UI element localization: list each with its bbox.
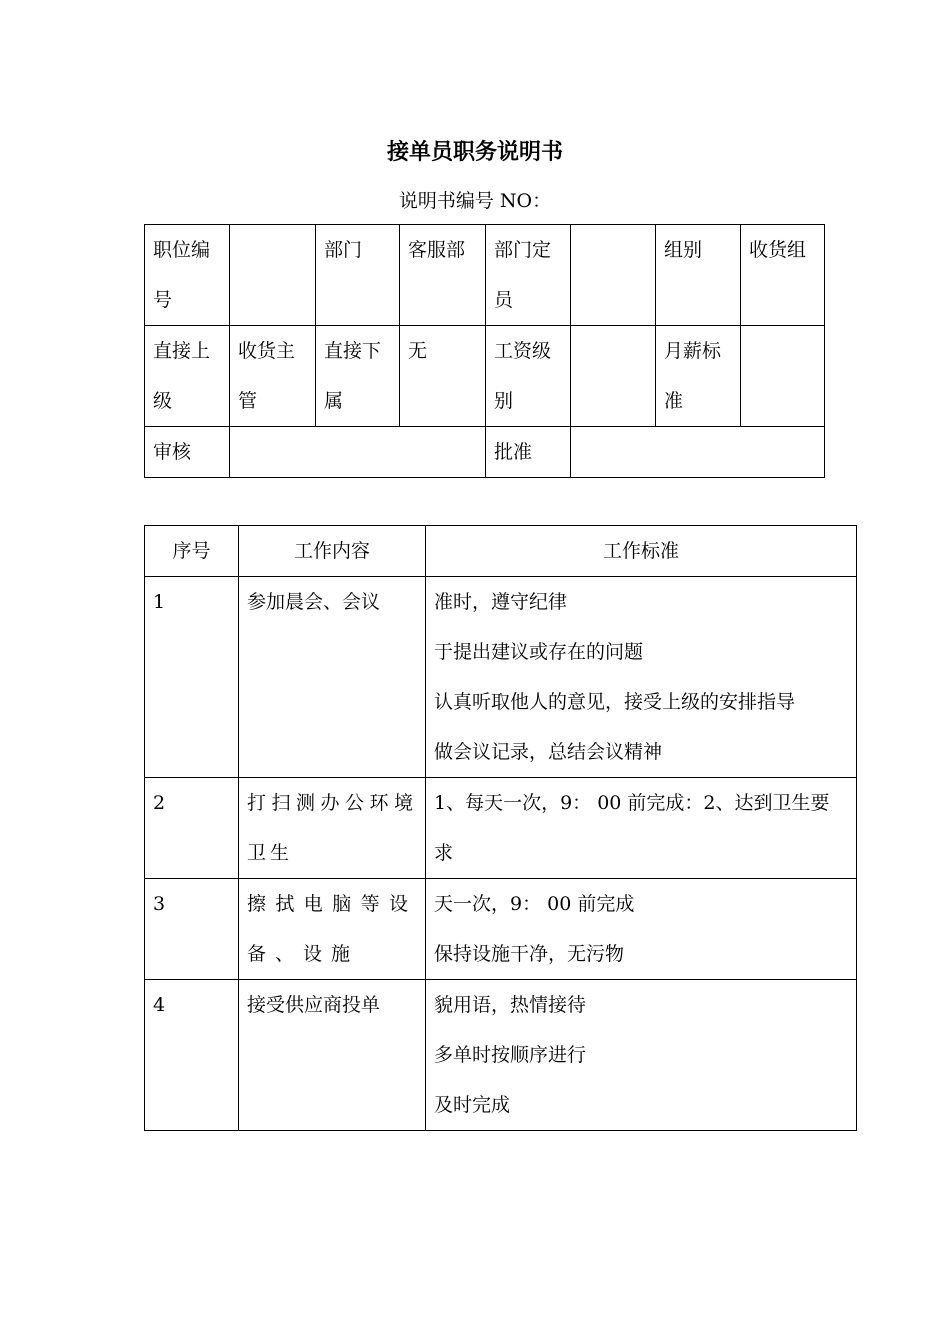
standard-line: 1、每天一次，9： 00 前完成：2、达到卫生要求 xyxy=(434,792,830,864)
duties-header-row xyxy=(145,526,857,577)
approve-label: 批准 xyxy=(486,427,571,478)
dept-value: 客服部 xyxy=(400,225,486,326)
subordinate-value: 无 xyxy=(400,326,486,427)
info-row-2 xyxy=(145,326,825,427)
duty-content: 打扫测办公环境卫生 xyxy=(239,778,426,879)
standard-line: 多单时按顺序进行 xyxy=(434,1044,587,1066)
header-no: 序号 xyxy=(145,526,239,577)
superior-value: 收货主管 xyxy=(230,326,316,427)
group-label: 组别 xyxy=(656,225,741,326)
info-row-3 xyxy=(145,427,825,478)
doc-number-label: 说明书编号 NO： xyxy=(398,190,552,212)
subordinate-label: 直接下属 xyxy=(316,326,400,427)
duty-no: 3 xyxy=(145,879,239,980)
duties-table xyxy=(144,525,857,1131)
table-row xyxy=(145,778,857,879)
headcount-label: 部门定员 xyxy=(486,225,571,326)
header-standard: 工作标准 xyxy=(426,526,857,577)
standard-line: 准时，遵守纪律 xyxy=(434,591,568,613)
document-title: 接单员职务说明书 xyxy=(386,139,563,165)
duty-standards xyxy=(426,879,857,980)
superior-label: 直接上级 xyxy=(145,326,230,427)
position-no-label: 职位编号 xyxy=(145,225,230,326)
duty-no: 4 xyxy=(145,980,239,1131)
standard-line: 保持设施干净，无污物 xyxy=(434,943,625,965)
duty-standards xyxy=(426,778,857,879)
salary-value xyxy=(741,326,825,427)
standard-line: 认真听取他人的意见，接受上级的安排指导 xyxy=(434,691,796,713)
review-label: 审核 xyxy=(145,427,230,478)
table-row xyxy=(145,980,857,1131)
duty-content: 接受供应商投单 xyxy=(239,980,426,1131)
standard-line: 貌用语，热情接待 xyxy=(434,994,587,1016)
approve-value xyxy=(571,427,825,478)
salary-label: 月薪标准 xyxy=(656,326,741,427)
headcount-value xyxy=(571,225,656,326)
duty-content: 参加晨会、会议 xyxy=(239,577,426,778)
info-row-1 xyxy=(145,225,825,326)
standard-line: 天一次，9： 00 前完成 xyxy=(434,893,635,915)
table-row xyxy=(145,577,857,778)
review-value xyxy=(230,427,486,478)
header-content: 工作内容 xyxy=(239,526,426,577)
group-value: 收货组 xyxy=(741,225,825,326)
position-info-table xyxy=(144,224,825,478)
table-row xyxy=(145,879,857,980)
dept-label: 部门 xyxy=(316,225,400,326)
duty-standards xyxy=(426,577,857,778)
standard-line: 做会议记录，总结会议精神 xyxy=(434,741,663,763)
duty-no: 2 xyxy=(145,778,239,879)
duty-content: 擦拭电脑等设备、设施 xyxy=(239,879,426,980)
duty-standards xyxy=(426,980,857,1131)
duty-no: 1 xyxy=(145,577,239,778)
position-no-value xyxy=(230,225,316,326)
grade-value xyxy=(571,326,656,427)
grade-label: 工资级别 xyxy=(486,326,571,427)
standard-line: 及时完成 xyxy=(434,1094,511,1116)
standard-line: 于提出建议或存在的问题 xyxy=(434,641,644,663)
